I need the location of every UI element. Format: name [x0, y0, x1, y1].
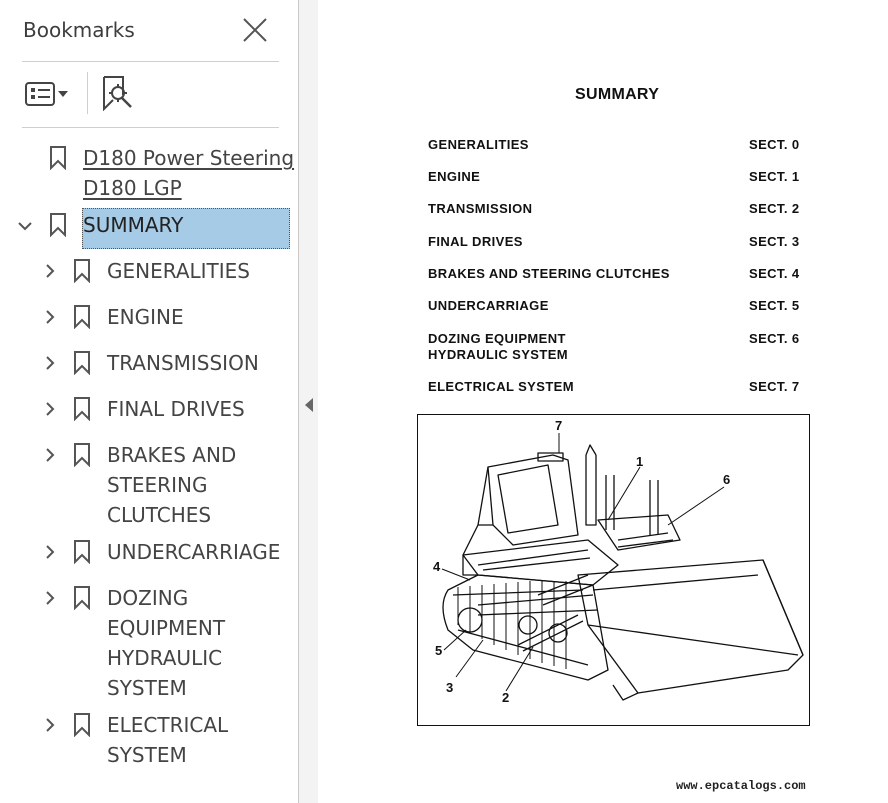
page-title: SUMMARY: [575, 86, 660, 103]
toolbar-separator: [87, 72, 88, 114]
bookmark-label[interactable]: TRANSMISSION: [107, 351, 259, 375]
close-icon[interactable]: [240, 15, 270, 45]
bookmark-icon: [73, 305, 91, 329]
chevron-down-icon[interactable]: [18, 219, 32, 233]
toc-section: SECT. 5: [749, 298, 800, 313]
bookmark-label[interactable]: D180 Power Steering D180 LGP: [83, 146, 295, 200]
toc-label: GENERALITIES: [428, 137, 529, 152]
chevron-right-icon[interactable]: [43, 310, 57, 324]
bookmark-options-button[interactable]: [24, 80, 72, 108]
toc-section: SECT. 7: [749, 379, 800, 394]
chevron-right-icon[interactable]: [43, 448, 57, 462]
bookmark-icon: [49, 213, 67, 237]
chevron-right-icon[interactable]: [43, 402, 57, 416]
bookmark-label[interactable]: ENGINE: [107, 305, 184, 329]
toc-label: TRANSMISSION: [428, 201, 533, 216]
toc-section: SECT. 4: [749, 266, 800, 281]
bookmarks-panel: [0, 0, 298, 803]
bookmark-icon: [73, 259, 91, 283]
toc-section: SECT. 3: [749, 234, 800, 249]
bulldozer-figure: [417, 414, 810, 726]
chevron-right-icon[interactable]: [43, 591, 57, 605]
toc-section: SECT. 2: [749, 201, 800, 216]
toc-label: ELECTRICAL SYSTEM: [428, 379, 574, 394]
toc-section: SECT. 1: [749, 169, 800, 184]
divider: [22, 127, 279, 128]
chevron-right-icon[interactable]: [43, 545, 57, 559]
callout-6: 6: [723, 472, 731, 487]
bookmark-icon: [73, 540, 91, 564]
toc-label: ENGINE: [428, 169, 481, 184]
callout-1: 1: [636, 454, 644, 469]
bookmark-icon: [73, 586, 91, 610]
toc-section: SECT. 0: [749, 137, 800, 152]
bookmark-label[interactable]: UNDERCARRIAGE: [107, 540, 281, 564]
callout-4: 4: [433, 559, 441, 574]
callout-2: 2: [502, 690, 510, 705]
toc-label: DOZING EQUIPMENT HYDRAULIC SYSTEM: [428, 331, 569, 362]
bookmark-label[interactable]: DOZING EQUIPMENT HYDRAULIC SYSTEM: [107, 586, 226, 700]
collapse-panel-icon[interactable]: [304, 397, 314, 413]
bookmark-icon: [73, 351, 91, 375]
find-current-bookmark-button[interactable]: [101, 75, 135, 111]
bulldozer-drawing: [418, 415, 809, 725]
divider: [22, 61, 279, 62]
watermark: www.epcatalogs.com: [676, 779, 806, 793]
bookmark-label[interactable]: ELECTRICAL SYSTEM: [107, 713, 229, 767]
chevron-right-icon[interactable]: [43, 718, 57, 732]
chevron-right-icon[interactable]: [43, 264, 57, 278]
toc-section: SECT. 6: [749, 331, 800, 346]
callout-7: 7: [555, 418, 563, 433]
bookmark-label[interactable]: GENERALITIES: [107, 259, 250, 283]
bookmark-icon: [73, 713, 91, 737]
callout-5: 5: [435, 643, 443, 658]
find-current-bookmark-icon: [101, 75, 135, 111]
bookmark-label[interactable]: SUMMARY: [83, 213, 184, 237]
bookmark-icon: [73, 443, 91, 467]
bookmark-label[interactable]: BRAKES AND STEERING CLUTCHES: [107, 443, 237, 527]
bookmark-label[interactable]: FINAL DRIVES: [107, 397, 245, 421]
toc-label: BRAKES AND STEERING CLUTCHES: [428, 266, 670, 281]
toc-label: UNDERCARRIAGE: [428, 298, 549, 313]
bookmark-icon: [49, 146, 67, 170]
toc-label: FINAL DRIVES: [428, 234, 523, 249]
chevron-right-icon[interactable]: [43, 356, 57, 370]
callout-3: 3: [446, 680, 454, 695]
bookmark-icon: [73, 397, 91, 421]
bookmark-options-icon: [24, 80, 72, 108]
panel-title: Bookmarks: [23, 18, 135, 42]
